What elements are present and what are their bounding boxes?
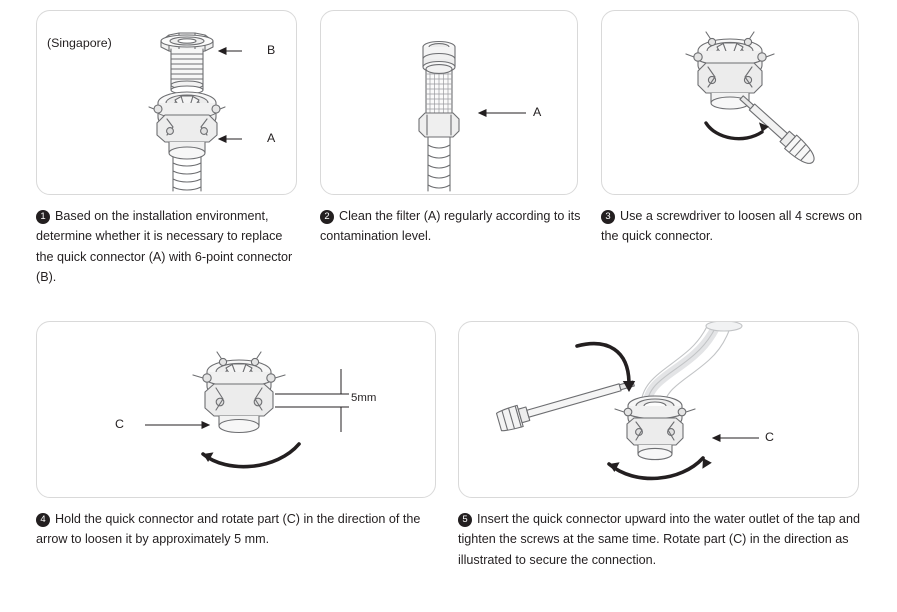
step-2-caption [320,206,585,247]
step-5-text: Insert the quick connector upward into the water outlet of the tap and tighten the screws at the same time. Rotate part (C) in the direction as illustrated to secure the connection. [458,512,860,567]
panel-5-drawing [459,322,859,498]
step-5-caption [458,509,866,570]
step-5-number: 5 [458,513,472,527]
panel-1-callout-b: B [267,43,276,57]
step-4-text: Hold the quick connector and rotate part (C) in the direction of the arrow to loosen it by approximately 5 mm. [36,512,421,547]
panel-4-dimension-5mm: 5mm [351,392,377,404]
step-4-caption [36,509,441,550]
illustration-panel-2 [320,10,578,195]
step-3-text: Use a screwdriver to loosen all 4 screws on the quick connector. [601,209,863,244]
illustration-panel-3 [601,10,859,195]
step-2-text: Clean the filter (A) regularly according to its contamination level. [320,209,581,244]
panel-5-callout-c: C [765,430,774,444]
illustration-panel-4 [36,321,436,498]
panel-1-callout-a: A [267,131,276,145]
step-3-caption [601,206,869,247]
panel-2-drawing [321,11,578,195]
panel-1-region-note: (Singapore) [47,36,112,50]
step-3-number: 3 [601,210,615,224]
illustration-panel-5 [458,321,859,498]
panel-3-drawing [602,11,859,195]
step-2-number: 2 [320,210,334,224]
panel-2-callout-a: A [533,105,542,119]
step-4-number: 4 [36,513,50,527]
panel-4-callout-c: C [115,417,124,431]
panel-4-drawing [37,322,436,498]
illustration-panel-1 [36,10,297,195]
step-1-text: Based on the installation environment, determine whether it is necessary to replace the quick connector (A) with 6-point connector (B). [36,209,293,285]
step-1-caption [36,206,301,288]
step-1-number: 1 [36,210,50,224]
